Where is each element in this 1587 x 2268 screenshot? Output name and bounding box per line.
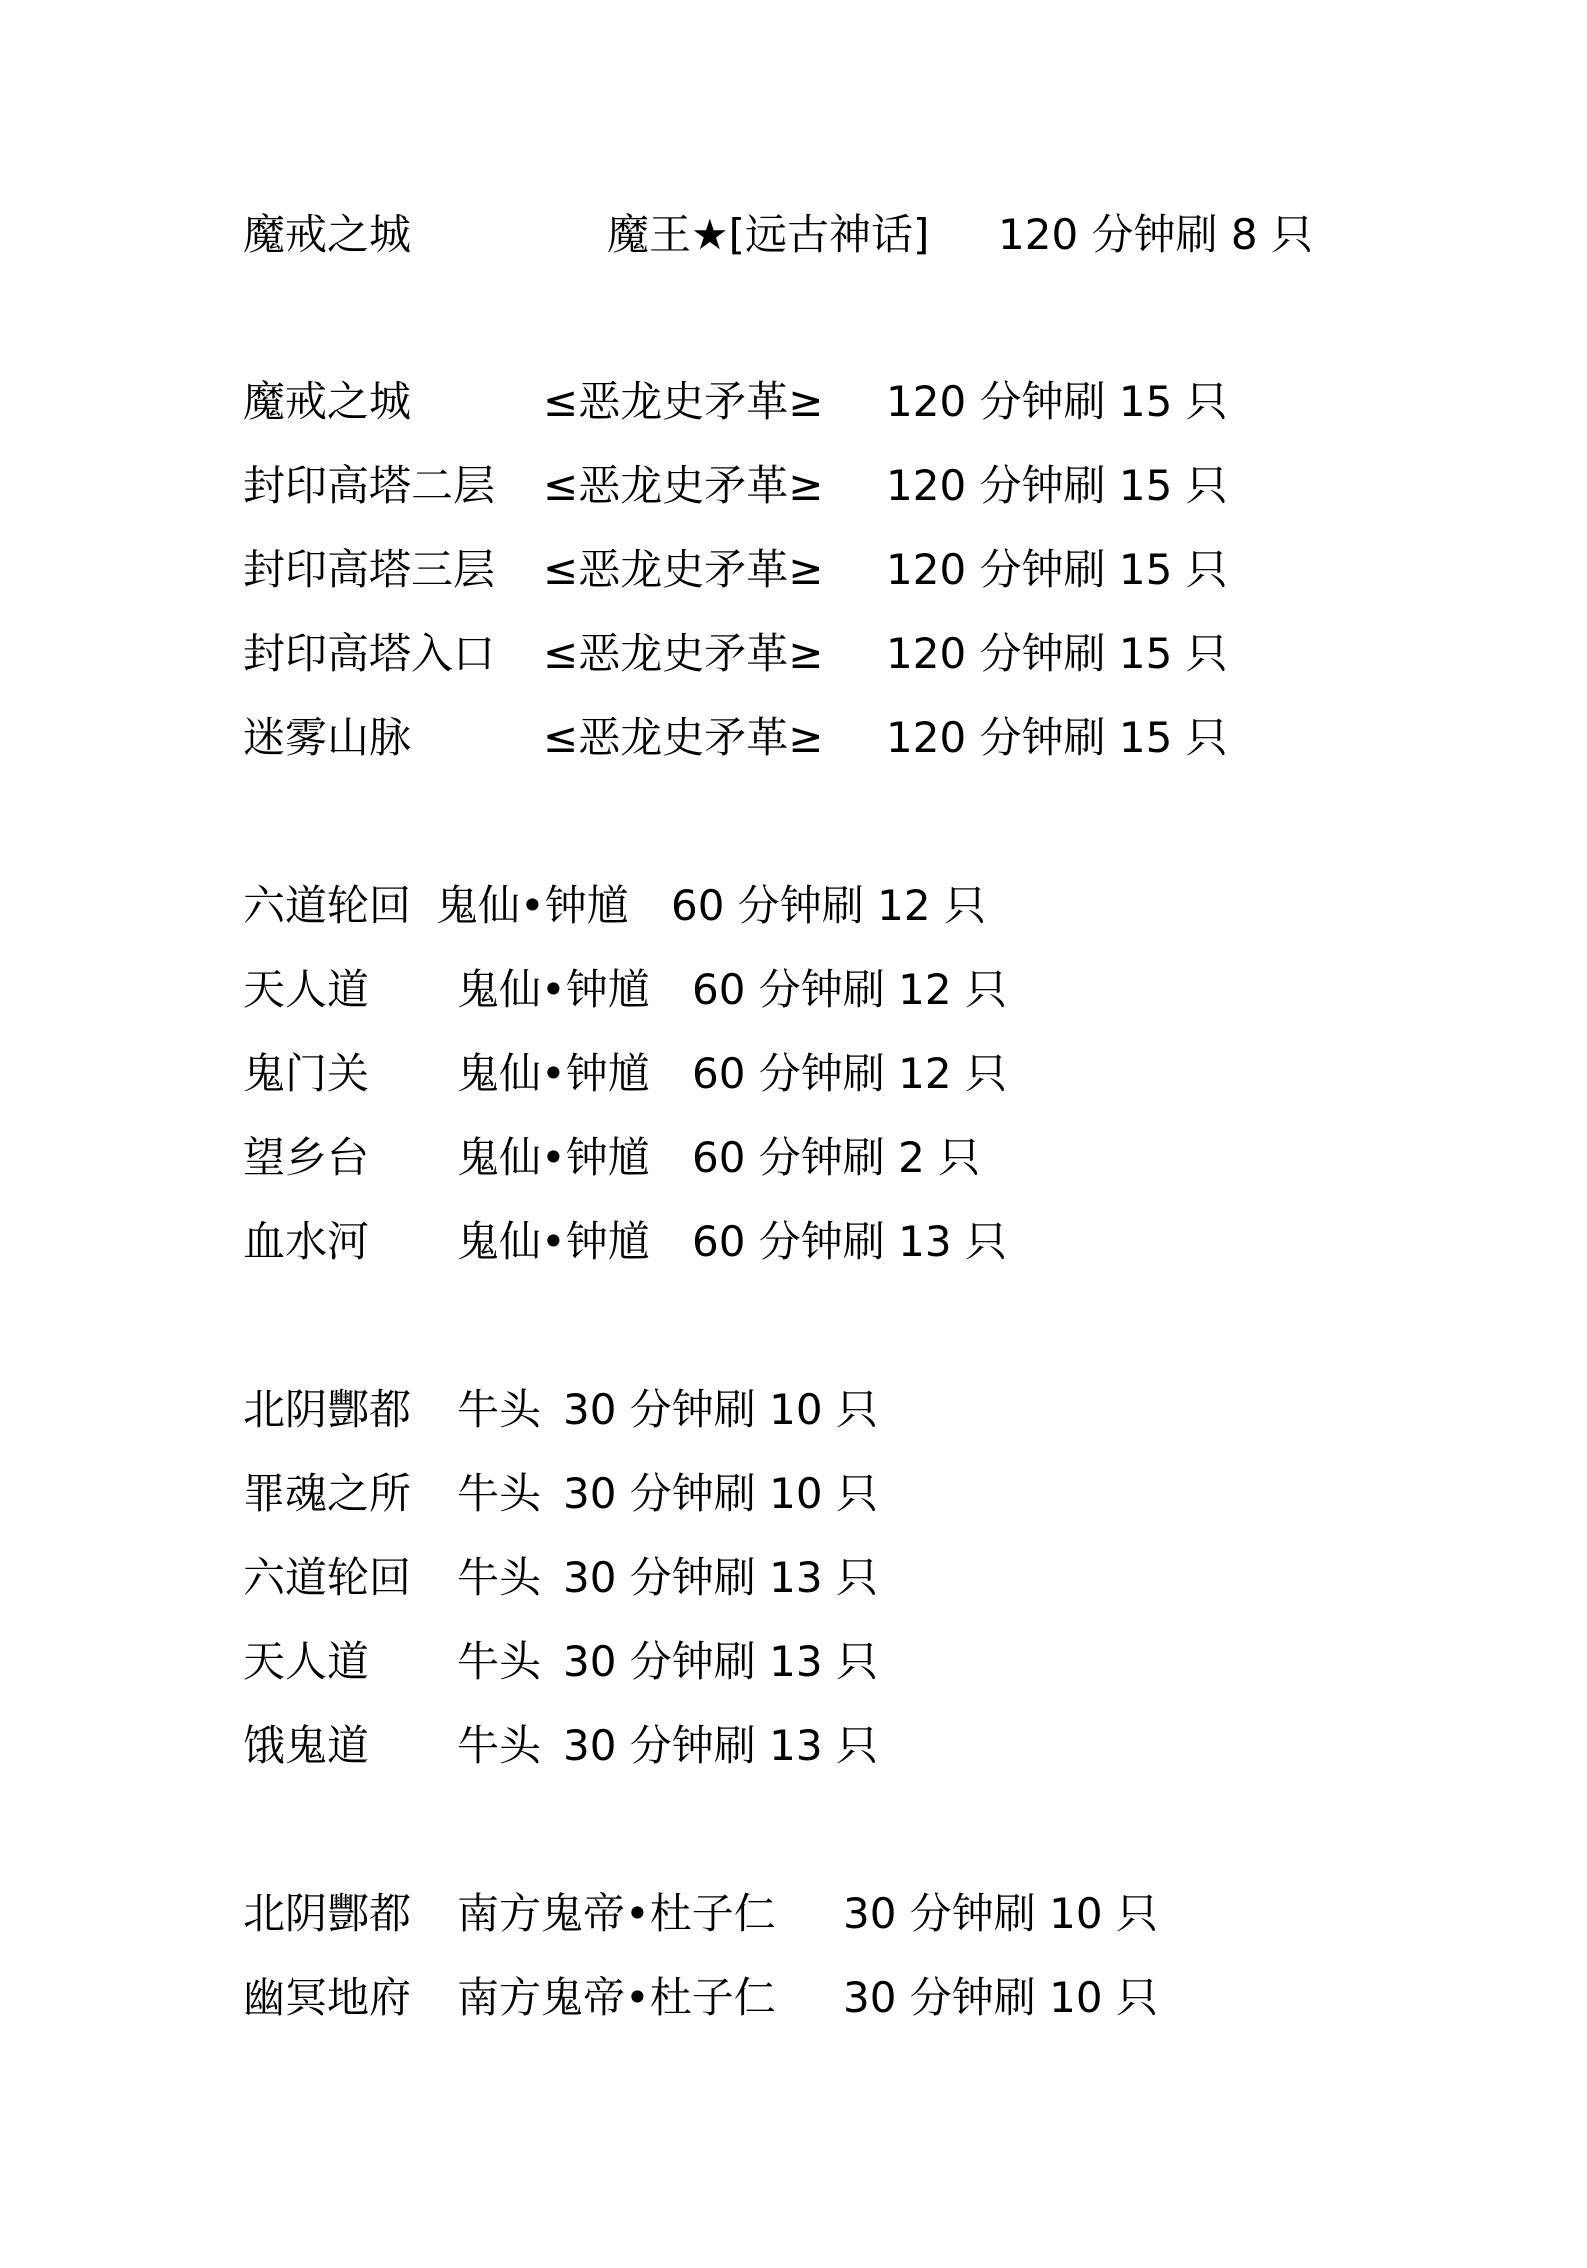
respawn-info: 120 分钟刷 15 只 — [886, 545, 1228, 594]
spawn-row — [243, 456, 1228, 516]
monster-name: 南方鬼帝•杜子仁 — [457, 1973, 776, 2022]
spawn-row — [243, 540, 1228, 600]
respawn-info: 60 分钟刷 13 只 — [692, 1217, 1007, 1266]
monster-name: ≤恶龙史矛革≥ — [543, 461, 824, 510]
spawn-row — [243, 372, 1228, 432]
location-name: 迷雾山脉 — [243, 713, 412, 762]
respawn-info: 60 分钟刷 2 只 — [692, 1133, 981, 1182]
location-name: 六道轮回 — [243, 1553, 412, 1602]
monster-name: 鬼仙•钟馗 — [457, 1217, 650, 1266]
respawn-info: 30 分钟刷 10 只 — [563, 1385, 878, 1434]
location-name: 北阴酆都 — [243, 1385, 412, 1434]
monster-name: 牛头 — [457, 1553, 542, 1602]
monster-name: 南方鬼帝•杜子仁 — [457, 1889, 776, 1938]
respawn-info: 120 分钟刷 15 只 — [886, 713, 1228, 762]
spawn-row — [243, 1548, 878, 1608]
respawn-info: 60 分钟刷 12 只 — [692, 965, 1007, 1014]
location-name: 北阴酆都 — [243, 1889, 412, 1938]
monster-name: ≤恶龙史矛革≥ — [543, 713, 824, 762]
respawn-info: 30 分钟刷 10 只 — [843, 1973, 1158, 2022]
respawn-info: 120 分钟刷 15 只 — [886, 461, 1228, 510]
location-name: 魔戒之城 — [243, 377, 412, 426]
location-name: 望乡台 — [243, 1133, 370, 1182]
location-name: 饿鬼道 — [243, 1721, 370, 1770]
location-name: 天人道 — [243, 965, 370, 1014]
monster-name: ≤恶龙史矛革≥ — [543, 545, 824, 594]
location-name: 封印高塔入口 — [243, 629, 496, 678]
respawn-info: 30 分钟刷 13 只 — [563, 1637, 878, 1686]
spawn-row — [243, 1884, 1158, 1944]
spawn-row — [243, 1632, 878, 1692]
respawn-info: 30 分钟刷 10 只 — [843, 1889, 1158, 1938]
location-name: 罪魂之所 — [243, 1469, 412, 1518]
monster-name: 魔王★[远古神话] — [607, 210, 930, 259]
spawn-row — [243, 876, 986, 936]
monster-name: 牛头 — [457, 1385, 542, 1434]
spawn-row — [243, 624, 1228, 684]
spawn-row — [243, 1716, 878, 1776]
monster-name: 牛头 — [457, 1469, 542, 1518]
monster-name: ≤恶龙史矛革≥ — [543, 377, 824, 426]
monster-name: 牛头 — [457, 1721, 542, 1770]
monster-name: 鬼仙•钟馗 — [457, 1133, 650, 1182]
spawn-row — [243, 708, 1228, 768]
spawn-row — [243, 960, 1007, 1020]
monster-name: 鬼仙•钟馗 — [457, 965, 650, 1014]
spawn-row — [243, 1464, 878, 1524]
monster-name: 鬼仙•钟馗 — [436, 881, 629, 930]
respawn-info: 60 分钟刷 12 只 — [671, 881, 986, 930]
monster-name: 鬼仙•钟馗 — [457, 1049, 650, 1098]
spawn-row — [243, 1128, 981, 1188]
spawn-row — [243, 1044, 1007, 1104]
location-name: 血水河 — [243, 1217, 370, 1266]
location-name: 鬼门关 — [243, 1049, 370, 1098]
spawn-row — [243, 1968, 1158, 2028]
respawn-info: 120 分钟刷 8 只 — [998, 210, 1313, 259]
location-name: 六道轮回 — [243, 881, 412, 930]
respawn-info: 30 分钟刷 10 只 — [563, 1469, 878, 1518]
location-name: 幽冥地府 — [243, 1973, 412, 2022]
location-name: 封印高塔三层 — [243, 545, 496, 594]
location-name: 魔戒之城 — [243, 210, 412, 259]
monster-name: 牛头 — [457, 1637, 542, 1686]
spawn-row — [243, 205, 1313, 265]
respawn-info: 30 分钟刷 13 只 — [563, 1553, 878, 1602]
respawn-info: 120 分钟刷 15 只 — [886, 377, 1228, 426]
location-name: 天人道 — [243, 1637, 370, 1686]
monster-name: ≤恶龙史矛革≥ — [543, 629, 824, 678]
location-name: 封印高塔二层 — [243, 461, 496, 510]
spawn-row — [243, 1212, 1007, 1272]
respawn-info: 60 分钟刷 12 只 — [692, 1049, 1007, 1098]
respawn-info: 120 分钟刷 15 只 — [886, 629, 1228, 678]
respawn-info: 30 分钟刷 13 只 — [563, 1721, 878, 1770]
spawn-row — [243, 1380, 878, 1440]
